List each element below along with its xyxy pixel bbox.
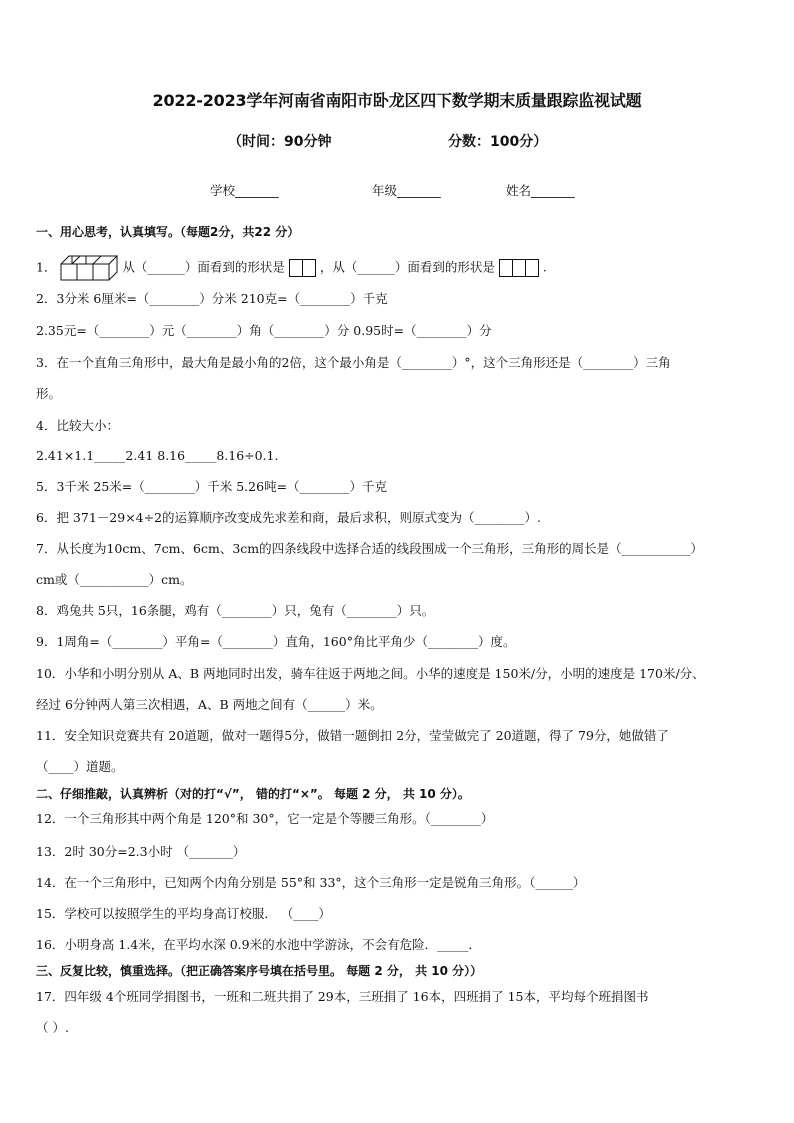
exam-time: （时间：90分钟 (228, 134, 332, 150)
question-4: 4．比较大小： (36, 418, 119, 433)
exam-score: 分数：100分） (448, 134, 548, 150)
question-13: 13．2时 30分=2.3小时 （_______） (36, 844, 246, 859)
question-7-continued: cm或（___________）cm。 (36, 572, 193, 587)
question-16: 16．小明身高 1.4米，在平均水深 0.9米的水池中学游泳，不会有危险．_____． (36, 937, 481, 952)
name-field: 姓名_______ (506, 183, 575, 198)
question-15: 15．学校可以按照学生的平均身高订校服． （____） (36, 906, 331, 921)
question-10-continued: 经过 6分钟两人第三次相遇，A、B 两地之间有（______）米。 (36, 697, 383, 712)
question-3-continued: 形。 (36, 386, 62, 401)
question-2-continued: 2.35元=（________）元（________）角（________）分 0.95时=（________）分 (36, 323, 492, 338)
question-11-continued: （____）道题。 (36, 759, 124, 774)
school-field: 学校_______ (210, 183, 279, 198)
page-title: 2022-2023学年河南省南阳市卧龙区四下数学期末质量跟踪监视试题 (152, 91, 642, 110)
question-17-continued: （ ）. (36, 1020, 69, 1035)
question-1-part-b: ，从（______）面看到的形状是 (319, 259, 495, 275)
question-1-number: 1． (36, 259, 57, 275)
section-1-heading: 一、用心思考，认真填写。（每题2分，共22 分） (36, 225, 300, 239)
question-5: 5．3千米 25米=（________）千米 5.26吨=（________）千克 (36, 479, 388, 494)
section-2-heading: 二、仔细推敲，认真辨析（对的打“√”， 错的打“×”。 每题 2 分， 共 10 分）。 (36, 787, 470, 801)
question-4-continued: 2.41×1.1_____2.41 8.16_____8.16÷0.1. (36, 448, 279, 463)
question-1-part-a: 从（______）面看到的形状是 (122, 259, 285, 275)
question-3: 3．在一个直角三角形中，最大角是最小角的2倍，这个最小角是（________）°，这个三角形还是（________）三角 (36, 355, 671, 370)
question-14: 14．在一个三角形中，已知两个内角分别是 55°和 33°，这个三角形一定是锐角三角形。（______） (36, 875, 586, 890)
question-12: 12．一个三角形其中两个角是 120°和 30°，它一定是个等腰三角形。（________） (36, 811, 494, 826)
question-10: 10．小华和小明分别从 A、B 两地同时出发，骑车往返于两地之间。小华的速度是 150米/分，小明的速度是 170米/分、 (36, 666, 705, 681)
question-7: 7．从长度为10cm、7cm、6cm、3cm的四条线段中选择合适的线段围成一个三角形，三角形的周长是（___________） (36, 541, 703, 556)
question-8: 8．鸡兔共 5只，16条腿，鸡有（________）只，兔有（________）只。 (36, 603, 435, 618)
question-17: 17．四年级 4个班同学捐图书，一班和二班共捐了 29本，三班捐了 16本，四班捐了 15本，平均每个班捐图书 (36, 989, 649, 1004)
question-9: 9．1周角=（________）平角=（________）直角，160°角比平角少（________）度。 (36, 634, 516, 649)
grade-field: 年级_______ (372, 183, 441, 198)
cube-figure (60, 254, 118, 282)
section-3-heading: 三、反复比较，慎重选择。（把正确答案序号填在括号里。 每题 2 分， 共 10 分）） (36, 964, 483, 978)
question-1 (36, 254, 547, 282)
question-11: 11．安全知识竞赛共有 20道题，做对一题得5分，做错一题倒扣 2分，莹莹做完了 20道题，得了 79分，她做错了 (36, 728, 669, 743)
question-2: 2．3分米 6厘米=（________）分米 210克=（________）千克 (36, 291, 388, 306)
question-6: 6．把 371－29×4÷2的运算顺序改变成先求差和商，最后求积，则原式变为（________）. (36, 510, 542, 525)
view-shape-3-squares (499, 259, 539, 277)
question-1-end: . (542, 259, 547, 275)
view-shape-2-squares (289, 259, 316, 277)
